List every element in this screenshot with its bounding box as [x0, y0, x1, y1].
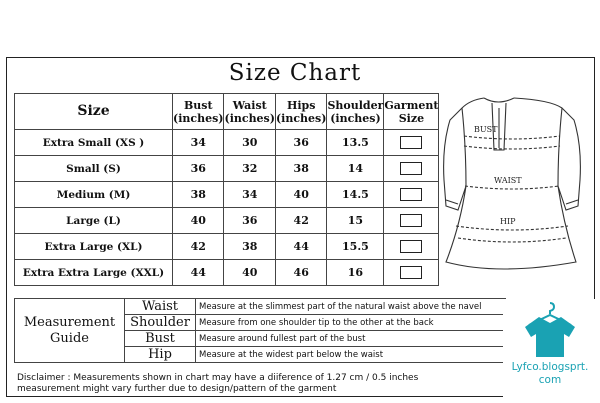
waist-value: 36 — [224, 208, 275, 234]
shoulder-value: 16 — [327, 260, 384, 286]
guide-heading: Measurement Guide — [15, 299, 125, 363]
guide-row — [15, 299, 506, 315]
shoulder-value: 13.5 — [327, 130, 384, 156]
logo-text-line: com — [538, 374, 562, 386]
shoulder-value: 15.5 — [327, 234, 384, 260]
hips-value: 40 — [275, 182, 326, 208]
garment-size-checkbox[interactable] — [400, 266, 422, 279]
measurement-guide-table — [14, 298, 506, 363]
col-size-header: Size — [15, 94, 173, 130]
table-row — [15, 156, 439, 182]
bust-value: 44 — [173, 260, 224, 286]
waist-value: 30 — [224, 130, 275, 156]
bust-value: 34 — [173, 130, 224, 156]
disclaimer-line: Disclaimer : Measurements shown in chart may have a diiference of 1.27 cm / 0.5 inches — [17, 373, 419, 383]
table-row — [15, 208, 439, 234]
guide-term: Hip — [125, 347, 196, 363]
logo-text[interactable] — [508, 361, 592, 387]
garment-size-checkbox[interactable] — [400, 214, 422, 227]
shoulder-value: 14.5 — [327, 182, 384, 208]
size-table — [14, 93, 439, 286]
col-garment-header: Garment Size — [384, 94, 439, 130]
hips-value: 42 — [275, 208, 326, 234]
hips-value: 44 — [275, 234, 326, 260]
hips-value: 46 — [275, 260, 326, 286]
col-shoulder-header: Shoulder (inches) — [327, 94, 384, 130]
hips-value: 38 — [275, 156, 326, 182]
chart-title: Size Chart — [228, 60, 362, 86]
garment-size-checkbox[interactable] — [400, 188, 422, 201]
table-row — [15, 234, 439, 260]
size-name: Extra Extra Large (XXL) — [15, 260, 173, 286]
guide-desc: Measure at the widest part below the waist — [196, 347, 506, 363]
shoulder-value: 14 — [327, 156, 384, 182]
bust-value: 40 — [173, 208, 224, 234]
waist-value: 40 — [224, 260, 275, 286]
col-hips-header: Hips (inches) — [275, 94, 326, 130]
guide-desc: Measure around fullest part of the bust — [196, 331, 506, 347]
neckline — [484, 98, 514, 102]
garment-size-checkbox[interactable] — [400, 136, 422, 149]
table-row — [15, 260, 439, 286]
table-header-row — [15, 94, 439, 130]
size-name: Small (S) — [15, 156, 173, 182]
col-waist-header: Waist (inches) — [224, 94, 275, 130]
guide-desc: Measure from one shoulder tip to the other at the back — [196, 315, 506, 331]
bust-value: 38 — [173, 182, 224, 208]
bust-value: 42 — [173, 234, 224, 260]
sketch-label-waist: WAIST — [494, 176, 522, 185]
disclaimer — [17, 373, 507, 395]
bust-value: 36 — [173, 156, 224, 182]
guide-term: Shoulder — [125, 315, 196, 331]
garment-size-checkbox[interactable] — [400, 162, 422, 175]
size-name: Large (L) — [15, 208, 173, 234]
kurta-sketch — [426, 86, 586, 276]
waist-value: 32 — [224, 156, 275, 182]
logo-text-line: Lyfco.blogsprt. — [511, 361, 589, 373]
guide-term: Bust — [125, 331, 196, 347]
garment-size-checkbox[interactable] — [400, 240, 422, 253]
waist-value: 34 — [224, 182, 275, 208]
guide-desc: Measure at the slimmest part of the natural waist above the navel — [196, 299, 506, 315]
disclaimer-line: measurement might vary further due to design/pattern of the garment — [17, 384, 337, 394]
sketch-label-bust: BUST — [474, 125, 498, 134]
guide-term: Waist — [125, 299, 196, 315]
hips-value: 36 — [275, 130, 326, 156]
col-bust-header: Bust (inches) — [173, 94, 224, 130]
size-name: Extra Large (XL) — [15, 234, 173, 260]
waist-value: 38 — [224, 234, 275, 260]
sketch-label-hip: HIP — [500, 217, 516, 226]
table-row — [15, 130, 439, 156]
tshirt-hanger-icon — [503, 299, 597, 361]
size-name: Extra Small (XS ) — [15, 130, 173, 156]
size-name: Medium (M) — [15, 182, 173, 208]
table-row — [15, 182, 439, 208]
shoulder-value: 15 — [327, 208, 384, 234]
